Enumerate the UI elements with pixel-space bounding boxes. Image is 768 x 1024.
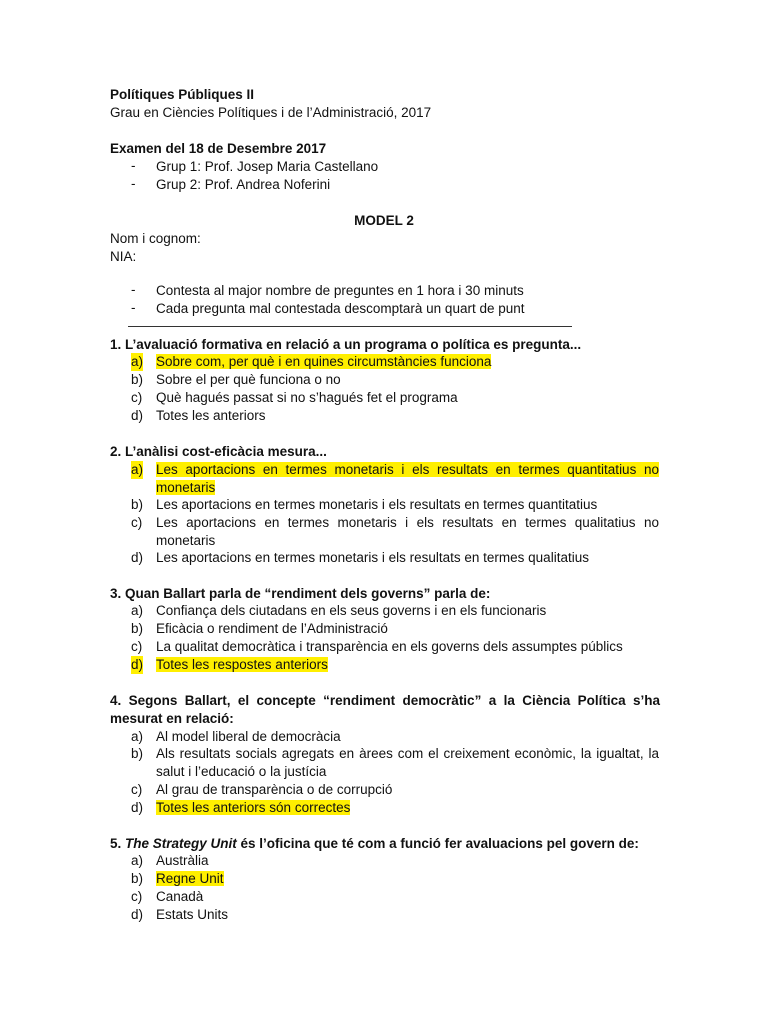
question-2: 2. L’anàlisi cost-eficàcia mesura...	[110, 444, 327, 459]
option-3c: c) La qualitat democràtica i transparència en els governs dels assumptes públics	[131, 639, 623, 654]
instruction-1: Contesta al major nombre de preguntes en 1 hora i 30 minuts	[156, 283, 524, 298]
option-1d: d) Totes les anteriors	[131, 408, 266, 423]
option-1a: a) Sobre com, per què i en quines circumstàncies funciona	[131, 354, 492, 369]
model-label: MODEL 2	[354, 213, 414, 228]
group-1: Grup 1: Prof. Josep Maria Castellano	[156, 159, 379, 174]
option-3d: d) Totes les respostes anteriors	[131, 657, 328, 672]
course-title: Polítiques Públiques II	[110, 87, 255, 102]
option-4d: d) Totes les anteriors són correctes	[131, 800, 351, 815]
bullet-dash: -	[131, 300, 136, 315]
question-5: 5. The Strategy Unit és l’oficina que té com a funció fer avaluacions pel govern de:	[110, 836, 639, 851]
bullet-dash: -	[131, 282, 136, 297]
question-1: 1. L’avaluació formativa en relació a un programa o política es pregunta...	[110, 337, 582, 352]
question-3: 3. Quan Ballart parla de “rendiment dels governs” parla de:	[110, 586, 491, 601]
separator-rule	[128, 326, 572, 327]
option-4a: a) Al model liberal de democràcia	[131, 729, 341, 744]
question-4: 4. Segons Ballart, el concepte “rendiment democràtic” a la Ciència Política s’ha mesurat en relació:	[110, 693, 660, 726]
group-2: Grup 2: Prof. Andrea Noferini	[156, 177, 331, 192]
bullet-dash: -	[131, 176, 136, 191]
option-3b: b) Eficàcia o rendiment de l’Administració	[131, 621, 388, 636]
option-4b: b) Als resultats socials agregats en àrees com el creixement econòmic, la igualtat, la salut i l’educació o la justícia	[131, 746, 659, 779]
option-1c: c) Què hagués passat si no s’hagués fet el programa	[131, 390, 458, 405]
option-2d: d) Les aportacions en termes monetaris i els resultats en termes qualitatius	[131, 550, 589, 565]
bullet-dash: -	[131, 158, 136, 173]
option-1b: b) Sobre el per què funciona o no	[131, 372, 341, 387]
option-5d: d) Estats Units	[131, 907, 229, 922]
nia-label: NIA:	[110, 249, 137, 264]
option-5c: c) Canadà	[131, 889, 204, 904]
degree-line: Grau en Ciències Polítiques i de l’Administració, 2017	[110, 105, 432, 120]
option-5a: a) Austràlia	[131, 853, 209, 868]
instruction-2: Cada pregunta mal contestada descomptarà un quart de punt	[156, 301, 525, 316]
option-3a: a) Confiança dels ciutadans en els seus governs i en els funcionaris	[131, 603, 547, 618]
exam-date: Examen del 18 de Desembre 2017	[110, 141, 327, 156]
option-4c: c) Al grau de transparència o de corrupció	[131, 782, 393, 797]
option-2b: b) Les aportacions en termes monetaris i els resultats en termes quantitatius	[131, 497, 598, 512]
name-label: Nom i cognom:	[110, 231, 201, 246]
option-5b: b) Regne Unit	[131, 871, 224, 886]
option-2a: a) Les aportacions en termes monetaris i els resultats en termes quantitatius no monetaris	[131, 462, 659, 495]
option-2c: c) Les aportacions en termes monetaris i els resultats en termes qualitatius no monetaris	[131, 515, 659, 548]
